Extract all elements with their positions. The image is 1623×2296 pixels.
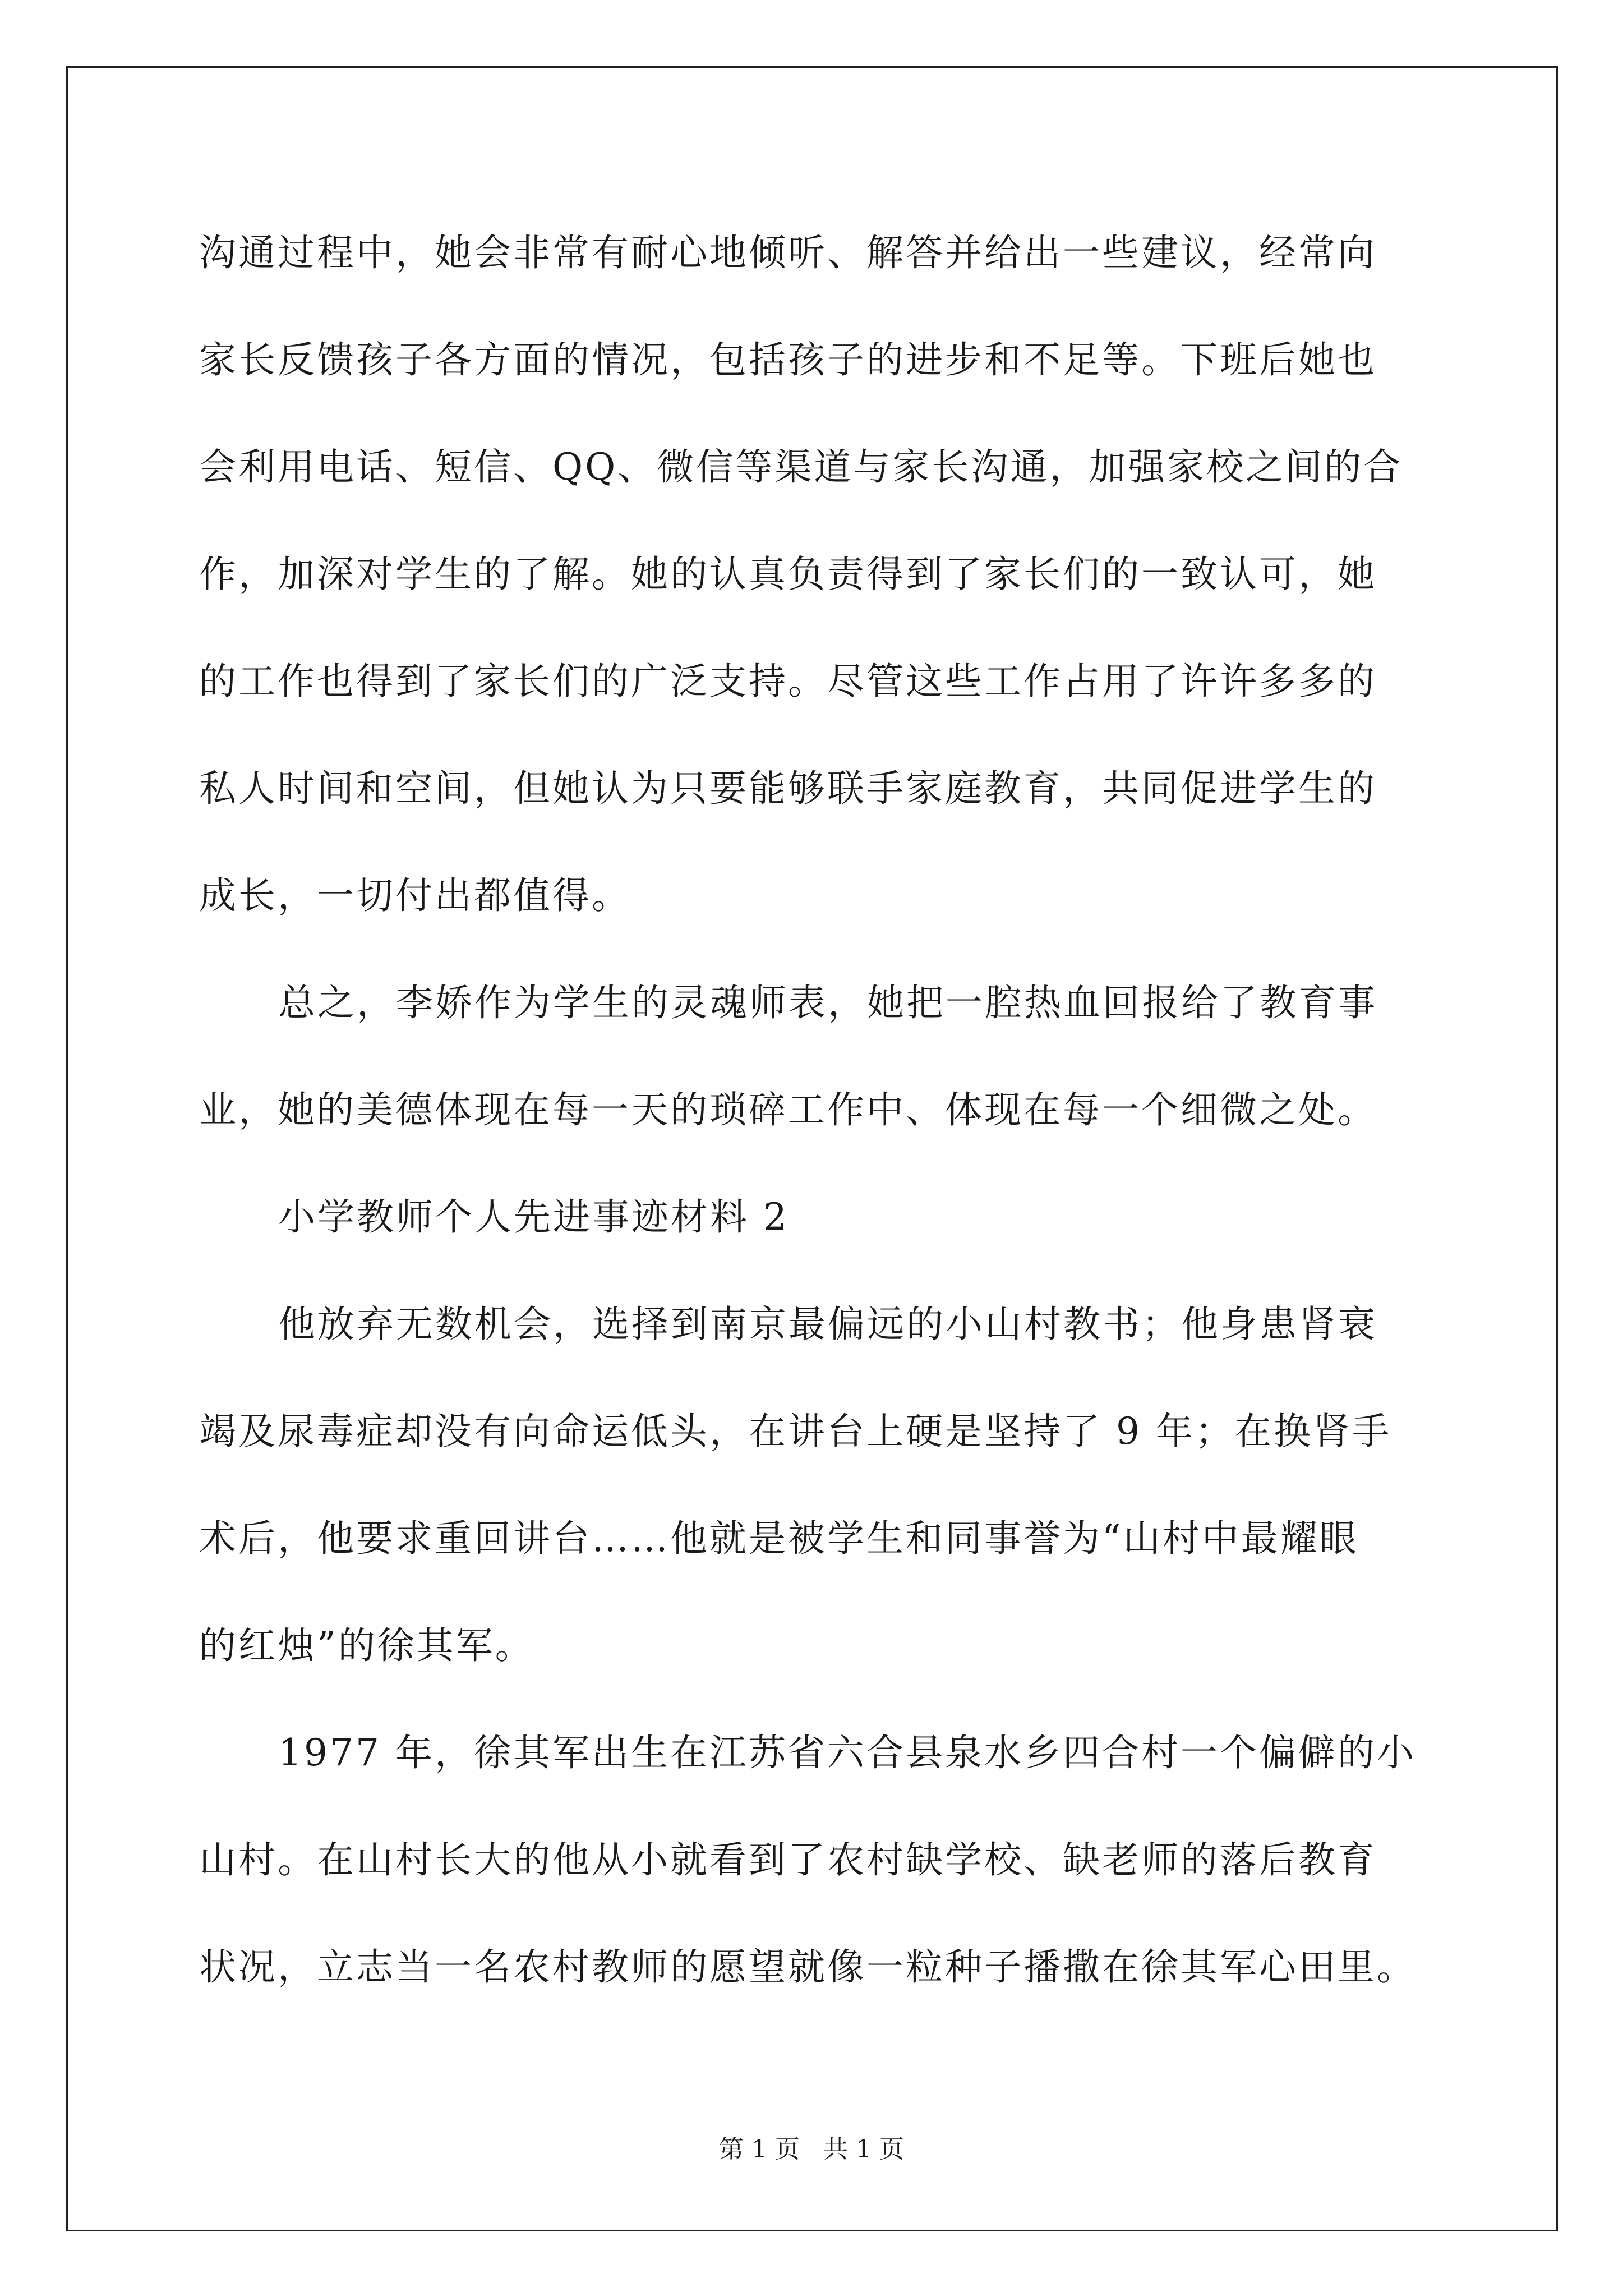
text-line: 沟通过程中，她会非常有耐心地倾听、解答并给出一些建议，经常向: [199, 231, 1377, 274]
text-line: 家长反馈孩子各方面的情况，包括孩子的进步和不足等。下班后她也: [199, 338, 1377, 381]
text-line: 的工作也得到了家长们的广泛支持。尽管这些工作占用了许许多多的: [199, 660, 1377, 703]
text-line: 成长，一切付出都值得。: [199, 874, 631, 917]
text-line: 1977 年，徐其军出生在江苏省六合县泉水乡四合村一个偏僻的小: [278, 1731, 1416, 1774]
page-total: 共 1 页: [823, 2135, 904, 2164]
text-line: 总之，李娇作为学生的灵魂师表，她把一腔热血回报给了教育事: [278, 981, 1377, 1024]
text-line: 状况，立志当一名农村教师的愿望就像一粒种子播撒在徐其军心田里。: [199, 1945, 1416, 1989]
page-number: 第 1 页: [719, 2135, 800, 2164]
document-body: [199, 199, 1438, 2021]
text-line: 山村。在山村长大的他从小就看到了农村缺学校、缺老师的落后教育: [199, 1838, 1377, 1881]
section-heading: 小学教师个人先进事迹材料 2: [278, 1195, 789, 1239]
page-footer: [0, 2133, 1623, 2166]
text-line: 竭及尿毒症却没有向命运低头，在讲台上硬是坚持了 9 年；在换肾手: [199, 1410, 1391, 1453]
text-line: 术后，他要求重回讲台……他就是被学生和同事誉为“山村中最耀眼: [199, 1517, 1359, 1560]
text-line: 他放弃无数机会，选择到南京最偏远的小山村教书；他身患肾衰: [278, 1303, 1377, 1346]
text-line: 业，她的美德体现在每一天的琐碎工作中、体现在每一个细微之处。: [199, 1088, 1377, 1131]
text-line: 作，加深对学生的了解。她的认真负责得到了家长们的一致认可，她: [199, 553, 1377, 596]
text-line: 私人时间和空间，但她认为只要能够联手家庭教育，共同促进学生的: [199, 767, 1377, 810]
text-line: 会利用电话、短信、QQ、微信等渠道与家长沟通，加强家校之间的合: [199, 445, 1403, 489]
text-line: 的红烛”的徐其军。: [199, 1624, 534, 1667]
